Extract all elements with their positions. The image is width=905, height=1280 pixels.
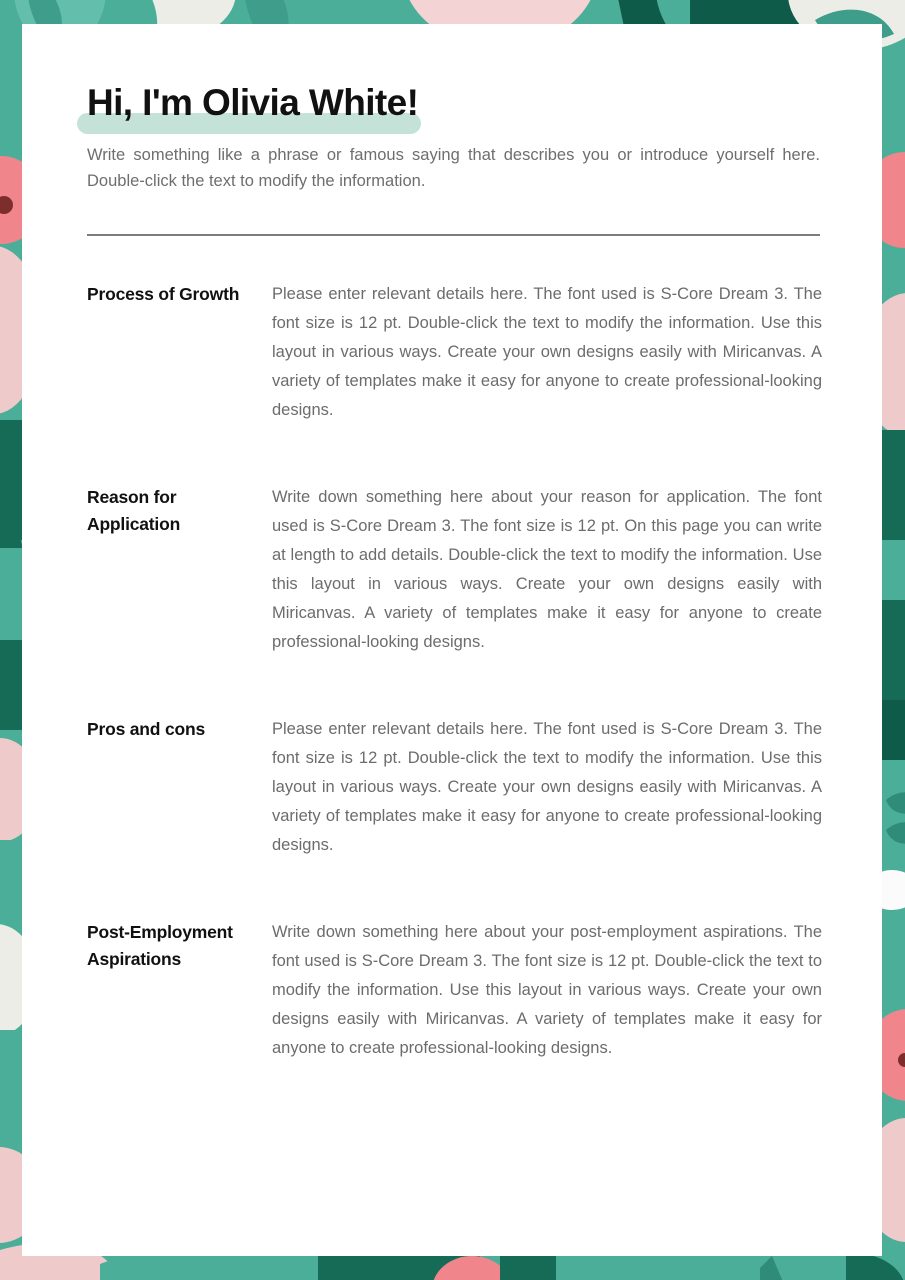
section-body-post-employment-aspirations[interactable]: Write down something here about your post-employment aspirations. The font used is S-Core Dream 3. The font size is 12 pt. Double-click the text to modify the information. Use this layout in various ways. Create your own designs easily with Miricanvas. A variety of templates make it easy for anyone to create professional-looking designs.	[272, 923, 822, 1057]
page-title: Hi, I'm Olivia White!	[87, 82, 419, 123]
header-divider	[87, 234, 820, 236]
section-body-pros-and-cons[interactable]: Please enter relevant details here. The font used is S-Core Dream 3. The font size is 12 pt. Double-click the text to modify the information. Use this layout in various ways. Create your own designs easily with Miricanvas. A variety of templates make it easy for anyone to create professional-looking designs.	[272, 720, 822, 854]
section-heading-process-of-growth[interactable]: Process of Growth	[87, 284, 240, 304]
section-row	[87, 715, 822, 860]
header-block	[87, 80, 822, 194]
page-subtitle[interactable]: Write something like a phrase or famous saying that describes you or introduce yourself here. Double-click the text to modify the information.	[87, 146, 820, 190]
sections-list	[87, 280, 822, 1063]
document-card	[22, 24, 882, 1256]
section-heading-pros-and-cons[interactable]: Pros and cons	[87, 719, 205, 739]
section-row	[87, 918, 822, 1063]
section-row	[87, 483, 822, 657]
section-row	[87, 280, 822, 425]
section-heading-reason-for-application[interactable]: Reason for Application	[87, 487, 181, 534]
section-body-reason-for-application[interactable]: Write down something here about your reason for application. The font used is S-Core Dream 3. The font size is 12 pt. On this page you can write at length to add details. Double-click the text to modify the information. Use this layout in various ways. Create your own designs easily with Miricanvas. A variety of templates make it easy for anyone to create professional-looking designs.	[272, 488, 822, 651]
section-body-process-of-growth[interactable]: Please enter relevant details here. The font used is S-Core Dream 3. The font size is 12 pt. Double-click the text to modify the information. Use this layout in various ways. Create your own designs easily with Miricanvas. A variety of templates make it easy for anyone to create professional-looking designs.	[272, 285, 822, 419]
section-heading-post-employment-aspirations[interactable]: Post-Employment Aspirations	[87, 922, 233, 969]
document-content	[87, 80, 822, 1063]
page-title-wrapper	[87, 80, 418, 128]
